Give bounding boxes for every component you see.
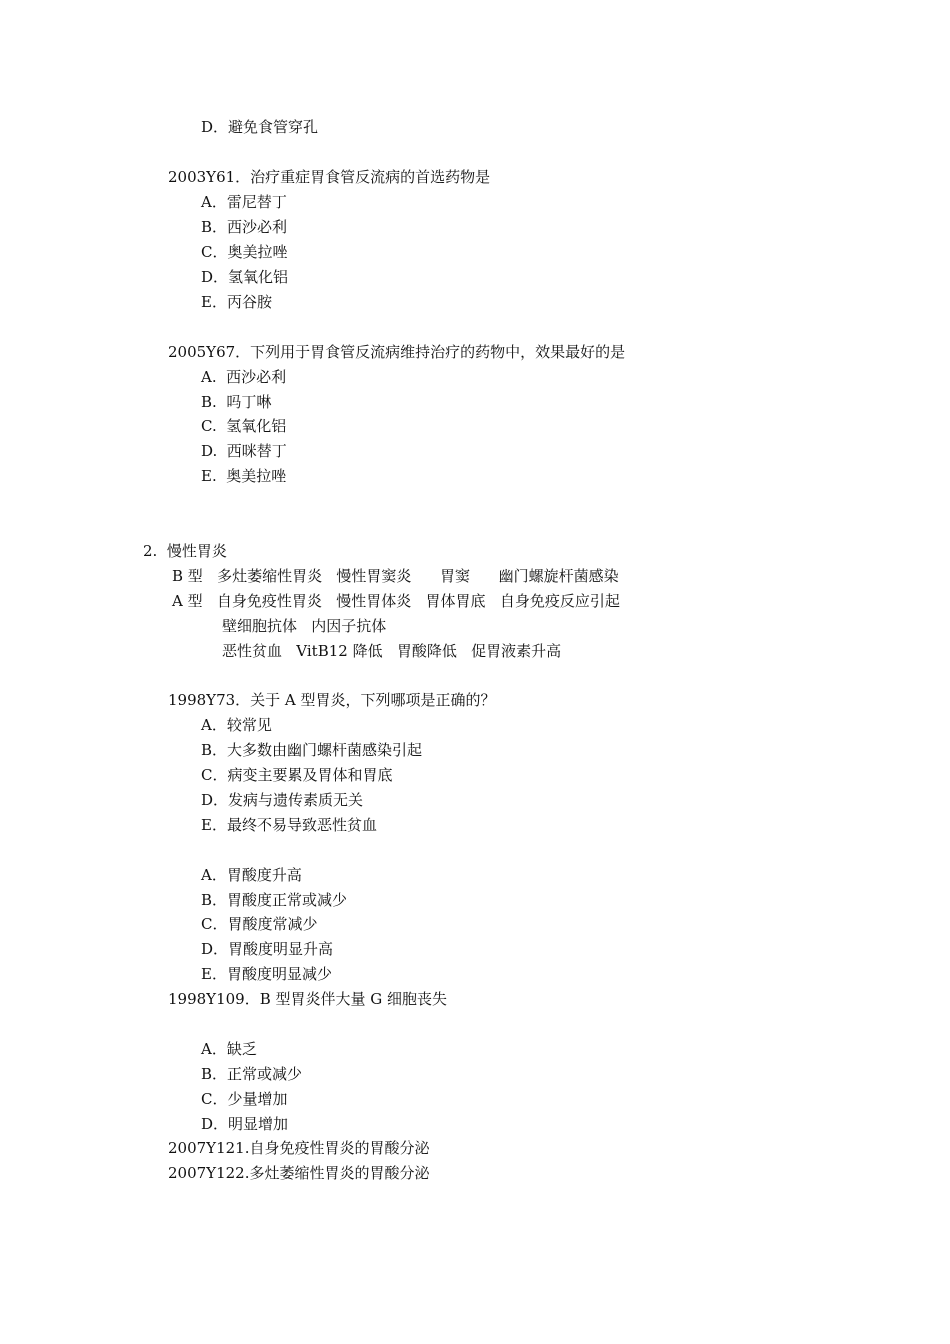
option-b: B. 吗丁啉 <box>201 393 272 411</box>
type-a-row-continued: 壁细胞抗体 内因子抗体 <box>222 617 387 635</box>
question-1998y73: 1998Y73．关于 A 型胃炎，下列哪项是正确的？ <box>168 691 496 709</box>
option-c: C．胃酸度常减少 <box>201 915 318 933</box>
option-b: B．胃酸度正常或减少 <box>201 891 348 909</box>
option-d: D. 西咪替丁 <box>201 442 287 460</box>
option-a: A．胃酸度升高 <box>201 866 302 884</box>
option-d: D．氢氧化铝 <box>201 268 289 286</box>
option-a: A．较常见 <box>201 716 272 734</box>
option-e: E．胃酸度明显减少 <box>201 965 332 983</box>
question-2007y121: 2007Y121.自身免疫性胃炎的胃酸分泌 <box>168 1139 430 1157</box>
option-b: B．西沙必利 <box>201 218 288 236</box>
option-d: D．明显增加 <box>201 1115 289 1133</box>
section-title-chronic-gastritis: 2. 慢性胃炎 <box>143 542 227 560</box>
question-1998y109: 1998Y109．B 型胃炎伴大量 G 细胞丧失 <box>168 990 448 1008</box>
option-e: E．最终不易导致恶性贫血 <box>201 816 377 834</box>
question-2007y122: 2007Y122.多灶萎缩性胃炎的胃酸分泌 <box>168 1164 430 1182</box>
type-b-row: B 型 多灶萎缩性胃炎 慢性胃窦炎 胃窦 幽门螺旋杆菌感染 <box>172 567 619 585</box>
option-c: C．奥美拉唑 <box>201 243 288 261</box>
option-d-top: D．避免食管穿孔 <box>201 118 319 136</box>
option-d: D．胃酸度明显升高 <box>201 940 334 958</box>
option-c: C．病变主要累及胃体和胃底 <box>201 766 393 784</box>
option-c: C．少量增加 <box>201 1090 288 1108</box>
option-e: E. 奥美拉唑 <box>201 467 287 485</box>
option-d: D．发病与遗传素质无关 <box>201 791 364 809</box>
option-b: B．大多数由幽门螺杆菌感染引起 <box>201 741 423 759</box>
option-e: E．丙谷胺 <box>201 293 272 311</box>
question-2003y61: 2003Y61．治疗重症胃食管反流病的首选药物是 <box>168 168 491 186</box>
option-a: A．雷尼替丁 <box>201 193 287 211</box>
type-a-row: A 型 自身免疫性胃炎 慢性胃体炎 胃体胃底 自身免疫反应引起 <box>172 592 620 610</box>
question-2005y67: 2005Y67．下列用于胃食管反流病维持治疗的药物中，效果最好的是 <box>168 343 626 361</box>
option-c: C. 氢氧化铝 <box>201 417 287 435</box>
option-a: A. 西沙必利 <box>201 368 287 386</box>
option-a: A．缺乏 <box>201 1040 257 1058</box>
type-a-row-continued-2: 恶性贫血 VitB12 降低 胃酸降低 促胃液素升高 <box>222 642 562 660</box>
option-b: B．正常或减少 <box>201 1065 303 1083</box>
